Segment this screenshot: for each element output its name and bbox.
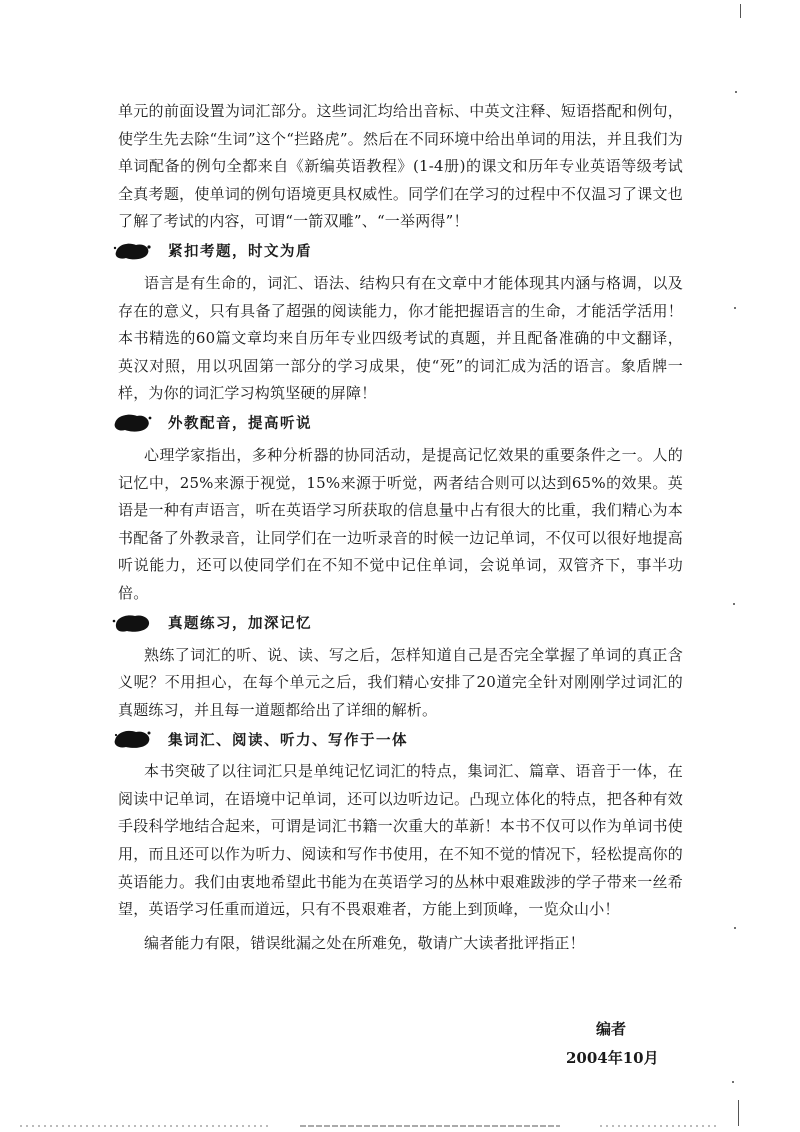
section-paragraph: 本书突破了以往词汇只是单纯记忆词汇的特点，集词汇、篇章、语音于一体，在阅读中记单词，在语境中记单词，还可以边听边记。凸现立体化的特点，把各种有效手段科学地结合起来，可谓是词汇书籍一次重大的革新！本书不仅可以作为单词书使用，而且还可以作为听力、阅读和写作书使用，在不知不觉的情况下，轻松提高你的英语能力。我们由衷地希望此书能为在英语学习的丛林中艰难跋涉的学子带来一丝希望，英语学习任重而道远，只有不畏艰难者，方能上到顶峰，一览众山小！	[118, 762, 683, 919]
section-heading-1	[112, 238, 683, 264]
section-title: 紧扣考题，时文为盾	[168, 244, 312, 261]
section-title: 真题练习，加深记忆	[168, 616, 312, 632]
section-heading-2	[112, 410, 683, 436]
ink-blob-icon	[112, 612, 152, 634]
intro-paragraph: 单元的前面设置为词汇部分。这些词汇均给出音标、中英文注释、短语搭配和例句，使学生先去除“生词”这个“拦路虎”。然后在不同环境中给出单词的用法，并且我们为单词配备的例句全都来自《新编英语教程》(1-4册)的课文和历年专业英语等级考试全真考题，使单词的例句语境更具权威性。同学们在学习的过程中不仅温习了课文也了解了考试的内容，可谓“一箭双雕”、“一举两得”！	[118, 102, 683, 231]
section-paragraph: 语言是有生命的，词汇、语法、结构只有在文章中才能体现其内涵与格调，以及存在的意义，只有具备了超强的阅读能力，你才能把握语言的生命，才能活学活用！本书精选的60篇文章均来自历年专业四级考试的真题，并且配备准确的中文翻译，英汉对照，用以巩固第一部分的学习成果，使“死”的词汇成为活的语言。象盾牌一样，为你的词汇学习构筑坚硬的屏障！	[118, 273, 683, 403]
ink-blob-icon	[112, 240, 152, 262]
document-body	[118, 98, 683, 957]
scan-bottom-line	[0, 1124, 800, 1128]
section-heading-4	[112, 726, 683, 752]
scan-edge-marks	[726, 0, 746, 1132]
section-title: 集词汇、阅读、听力、写作于一体	[168, 732, 408, 749]
section-heading-3	[112, 610, 683, 636]
ink-blob-icon	[112, 728, 152, 750]
section-paragraph: 熟练了词汇的听、说、读、写之后，怎样知道自己是否完全掌握了单词的真正含义呢？不用担心，在每个单元之后，我们精心安排了20道完全针对刚刚学过词汇的真题练习，并且每一道题都给出了详细的解析。	[118, 645, 683, 719]
closing-paragraph: 编者能力有限，错误纰漏之处在所难免，敬请广大读者批评指正！	[144, 933, 585, 952]
section-paragraph: 心理学家指出，多种分析器的协同活动，是提高记忆效果的重要条件之一。人的记忆中，25%来源于视觉，15%来源于听觉，两者结合则可以达到65%的效果。英语是一种有声语言，听在英语学习所获取的信息量中占有很大的比重，我们精心为本书配备了外教录音，让同学们在一边听录音的时候一边记单词，不仅可以很好地提高听说能力，还可以使同学们在不知不觉中记住单词，会说单词，双管齐下，事半功倍。	[118, 445, 683, 602]
ink-blob-icon	[112, 412, 152, 434]
section-title: 外教配音，提高听说	[168, 416, 312, 433]
date: 2004年10月	[566, 1049, 659, 1067]
signature: 编者	[596, 1020, 627, 1038]
